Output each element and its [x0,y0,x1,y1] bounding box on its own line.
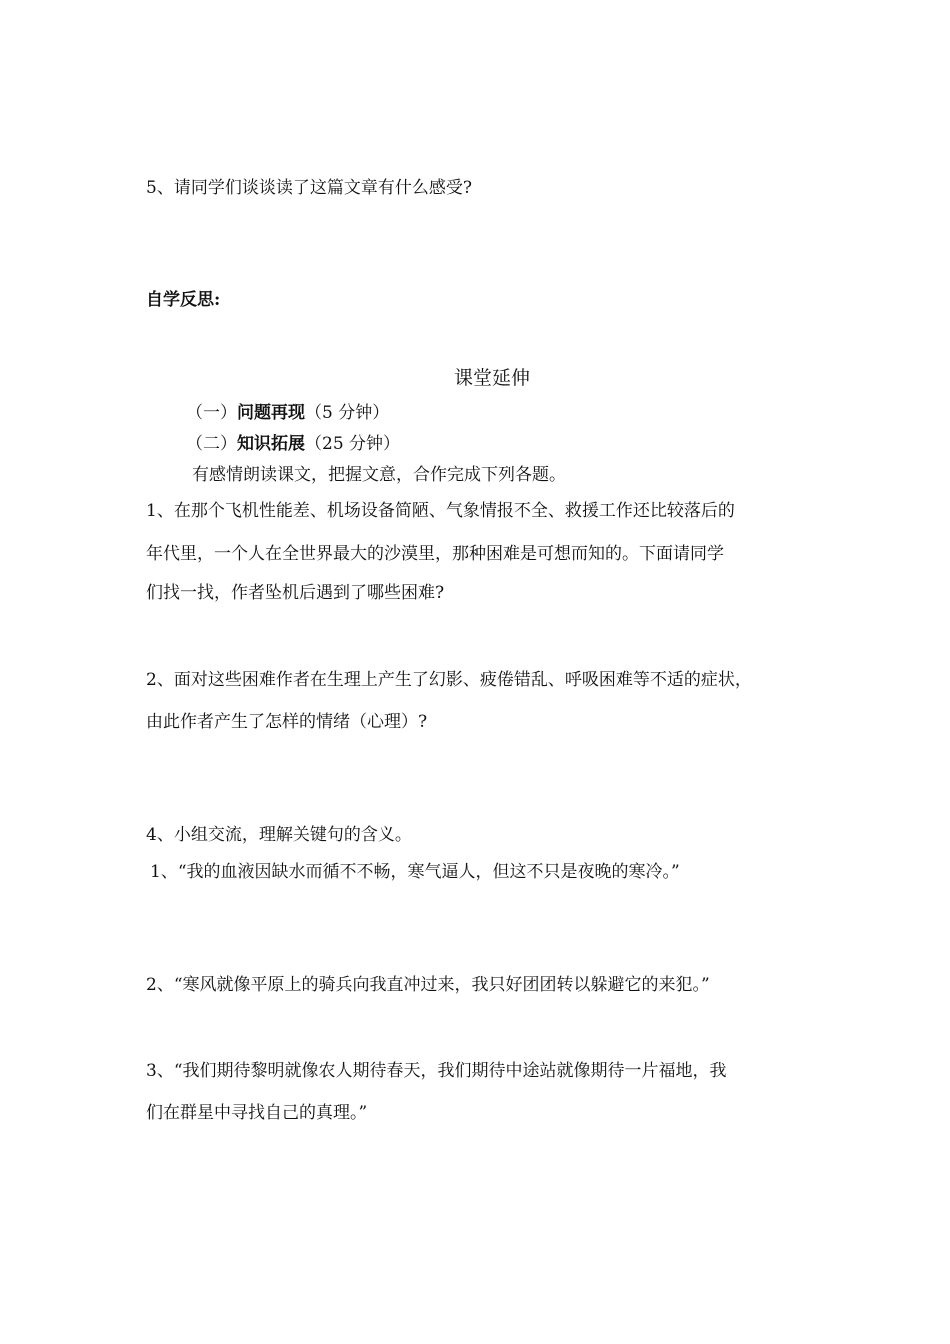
sentence-2: 2、“寒风就像平原上的骑兵向我直冲过来，我只好团团转以躲避它的来犯。” [146,975,710,995]
question-1-line-1: 1、在那个飞机性能差、机场设备简陋、气象情报不全、救援工作还比较落后的 [146,501,735,521]
part-two-title: 知识拓展 [237,434,305,454]
instruction-text: 有感情朗读课文，把握文意，合作完成下列各题。 [192,465,566,485]
part-one-time: （5 分钟） [305,403,390,423]
question-1-line-2: 年代里，一个人在全世界最大的沙漠里，那种困难是可想而知的。下面请同学 [146,544,724,564]
part-one-prefix: （一） [186,403,237,423]
question-2-line-2: 由此作者产生了怎样的情绪（心理）? [146,712,428,732]
part-two-prefix: （二） [186,434,237,454]
question-5: 5、请同学们谈谈读了这篇文章有什么感受? [146,178,472,198]
sentence-3-line-1: 3、“我们期待黎明就像农人期待春天，我们期待中途站就像期待一片福地，我 [146,1061,727,1081]
sentence-3-line-2: 们在群星中寻找自己的真理。” [146,1103,368,1123]
part-two-heading [186,432,400,456]
question-4: 4、小组交流，理解关键句的含义。 [146,825,412,845]
section-title: 课堂延伸 [454,367,531,389]
sentence-1: 1、“我的血液因缺水而循不不畅，寒气逼人，但这不只是夜晚的寒冷。” [150,862,680,882]
part-one-heading [186,401,389,425]
question-1-line-3: 们找一找，作者坠机后遇到了哪些困难? [146,583,445,603]
part-two-time: （25 分钟） [305,434,401,454]
reflection-label: 自学反思: [146,290,221,310]
question-2-line-1: 2、面对这些困难作者在生理上产生了幻影、疲倦错乱、呼吸困难等不适的症状， [146,670,752,690]
part-one-title: 问题再现 [237,403,305,423]
